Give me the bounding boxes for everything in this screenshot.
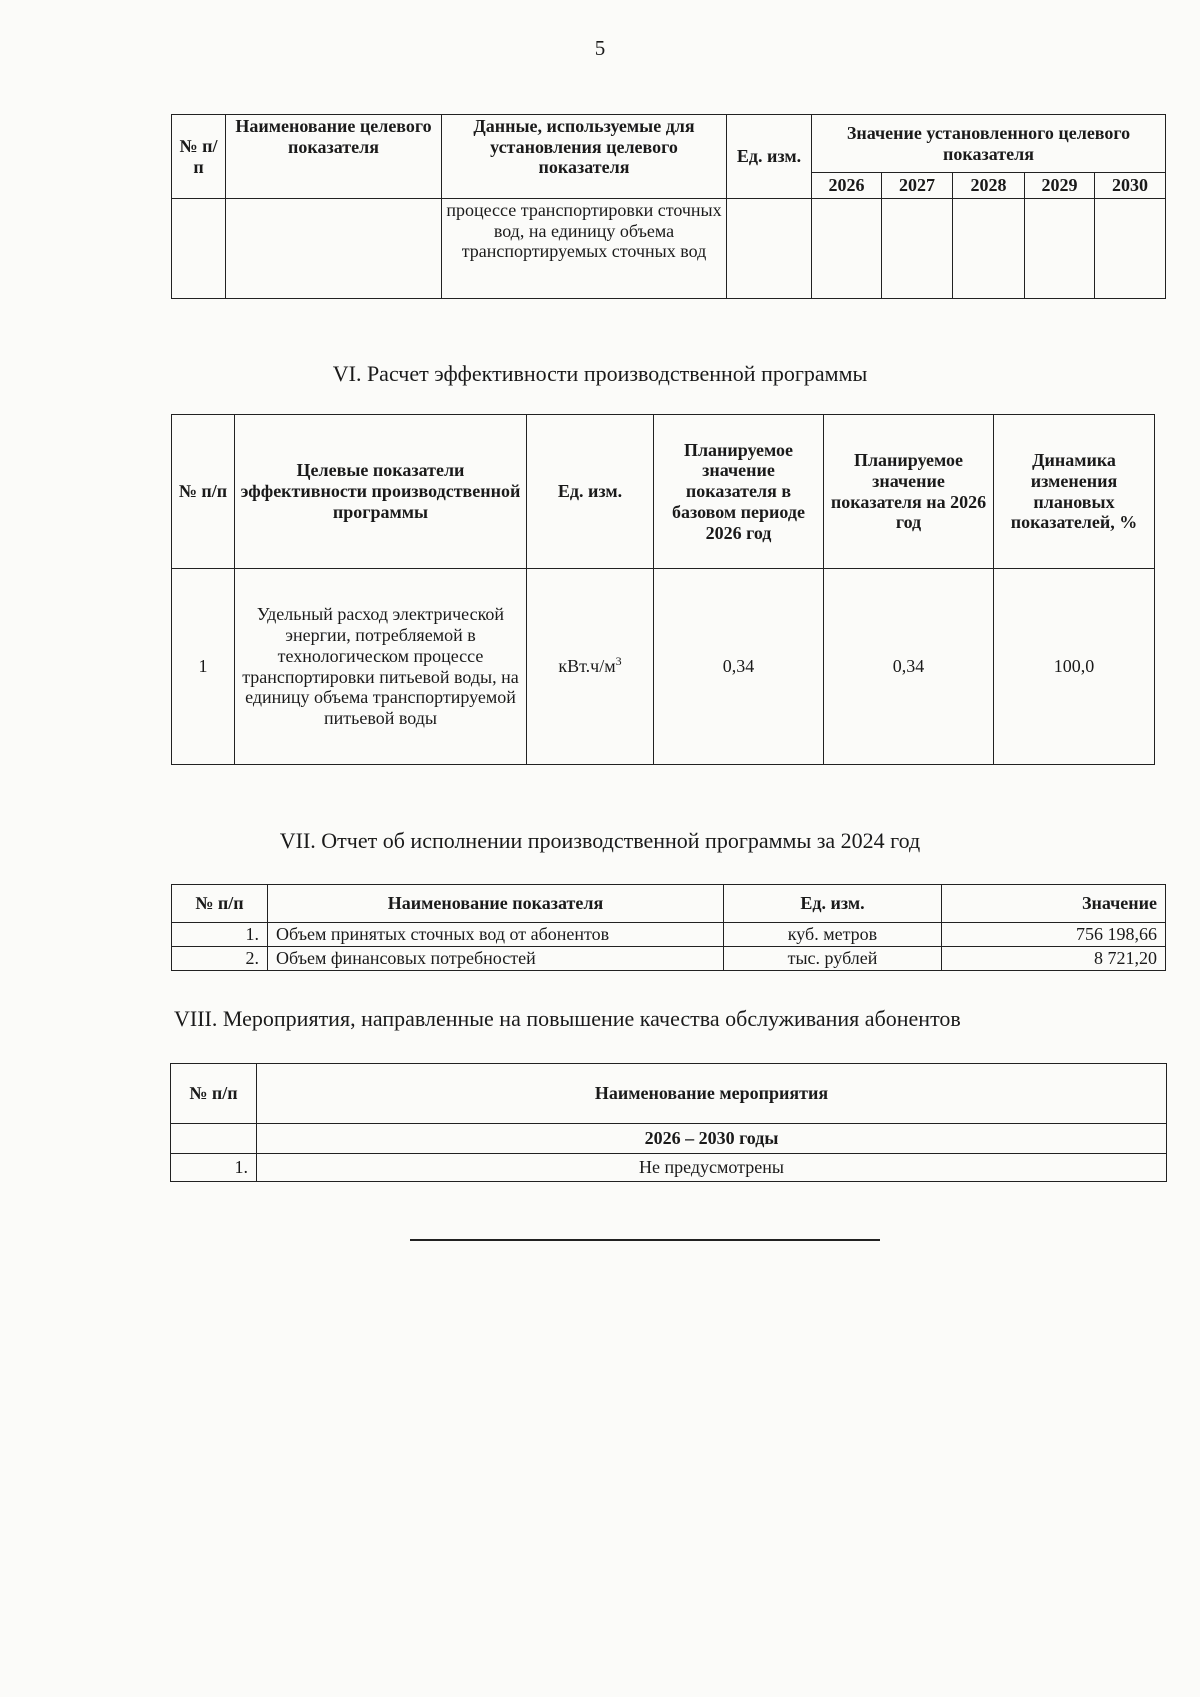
- header-value: Значение: [942, 885, 1166, 923]
- unit-text: кВт.ч/м: [558, 656, 616, 677]
- header-indicators: Целевые показатели эффективности производственной программы: [235, 415, 527, 569]
- row-num: 1.: [171, 1154, 257, 1182]
- table-row: [172, 923, 1166, 947]
- header-name: Наименование мероприятия: [257, 1064, 1167, 1124]
- row-num: 1.: [172, 923, 268, 947]
- table-cell: [727, 199, 812, 299]
- end-divider: [410, 1239, 880, 1241]
- table-cell: [953, 199, 1025, 299]
- unit-superscript: 3: [615, 654, 622, 669]
- header-year: 2029: [1025, 173, 1095, 199]
- table-cell: [882, 199, 953, 299]
- table-cell: [1025, 199, 1095, 299]
- row-value: 756 198,66: [942, 923, 1166, 947]
- row-name: Объем финансовых потребностей: [268, 947, 724, 971]
- header-planned-2026: Планируемое значение показателя на 2026 год: [824, 415, 994, 569]
- section8-title: VIII. Мероприятия, направленные на повышение качества обслуживания абонентов: [174, 1006, 961, 1031]
- row-dynamics: 100,0: [994, 569, 1155, 765]
- header-unit: Ед. изм.: [727, 115, 812, 199]
- header-planned-base: Планируемое значение показателя в базовом периоде 2026 год: [654, 415, 824, 569]
- header-unit: Ед. изм.: [724, 885, 942, 923]
- header-value-group: Значение установленного целевого показателя: [812, 115, 1166, 173]
- header-unit: Ед. изм.: [527, 415, 654, 569]
- table-cell: [172, 199, 226, 299]
- header-year: 2028: [953, 173, 1025, 199]
- efficiency-table: [171, 414, 1155, 765]
- header-year: 2030: [1095, 173, 1166, 199]
- header-num: № п/п: [172, 885, 268, 923]
- row-unit: [527, 569, 654, 765]
- table-cell: [1095, 199, 1166, 299]
- row-unit: куб. метров: [724, 923, 942, 947]
- header-num: № п/п: [172, 115, 226, 199]
- page-number: 5: [594, 36, 606, 60]
- table-row: [171, 1154, 1167, 1182]
- row-num: 2.: [172, 947, 268, 971]
- row-plan-value: 0,34: [824, 569, 994, 765]
- measures-table: [170, 1063, 1167, 1182]
- header-year: 2026: [812, 173, 882, 199]
- table-row: [172, 569, 1155, 765]
- row-num: 1: [172, 569, 235, 765]
- row-value: 8 721,20: [942, 947, 1166, 971]
- row-name: Объем принятых сточных вод от абонентов: [268, 923, 724, 947]
- continuation-text: процессе транспортировки сточных вод, на единицу объема транспортируемых сточных вод: [442, 199, 727, 299]
- header-num: № п/п: [171, 1064, 257, 1124]
- section7-title: VII. Отчет об исполнении производственной программы за 2024 год: [279, 828, 921, 853]
- report-table: [171, 884, 1166, 971]
- target-indicators-table: [171, 114, 1166, 299]
- row-base-value: 0,34: [654, 569, 824, 765]
- header-name: Наименование показателя: [268, 885, 724, 923]
- section6-title: VI. Расчет эффективности производственной программы: [332, 361, 868, 386]
- header-data-used: Данные, используемые для установления целевого показателя: [442, 115, 727, 199]
- table-cell: [812, 199, 882, 299]
- header-indicator-name: Наименование целевого показателя: [226, 115, 442, 199]
- header-year: 2027: [882, 173, 953, 199]
- table-cell: [171, 1124, 257, 1154]
- row-unit: тыс. рублей: [724, 947, 942, 971]
- row-name: Не предусмотрены: [257, 1154, 1167, 1182]
- table-row: [172, 947, 1166, 971]
- header-dynamics: Динамика изменения плановых показателей, %: [994, 415, 1155, 569]
- row-name: Удельный расход электрической энергии, потребляемой в технологическом процессе транспортировки питьевой воды, на единицу объема транспортируемой питьевой воды: [235, 569, 527, 765]
- header-num: № п/п: [172, 415, 235, 569]
- period-label: 2026 – 2030 годы: [257, 1124, 1167, 1154]
- table-cell: [226, 199, 442, 299]
